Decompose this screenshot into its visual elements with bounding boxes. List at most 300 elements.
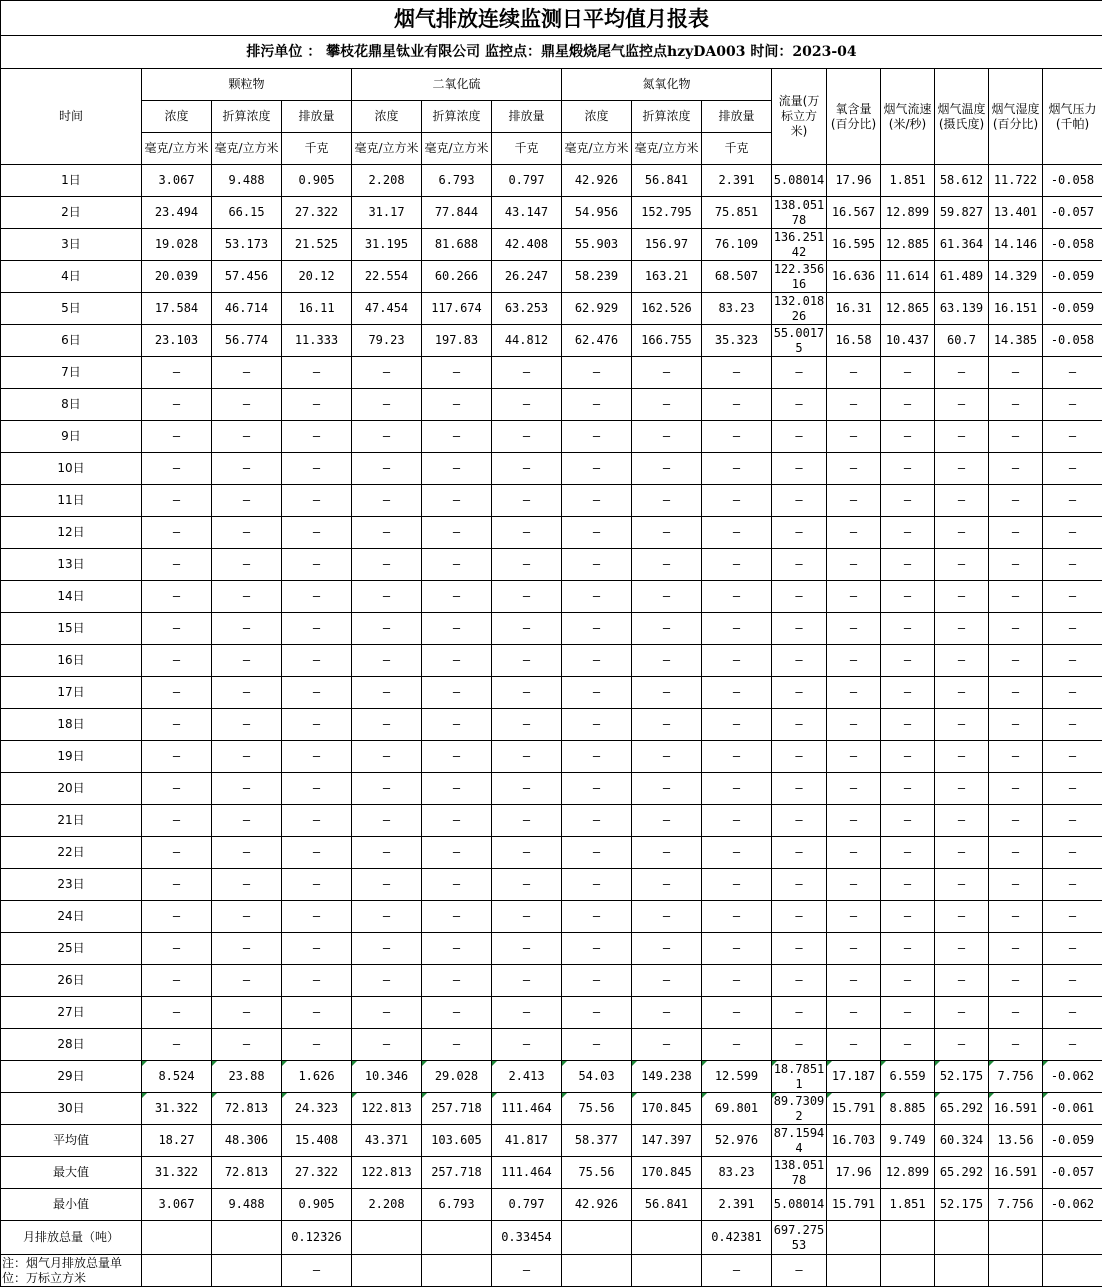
table-cell: – [562,997,632,1029]
table-row [1,549,1102,581]
table-cell: 69.801 [702,1093,772,1125]
table-cell: – [827,549,881,581]
table-cell: – [282,997,352,1029]
header-sub-emission: 排放量 [282,101,352,133]
table-cell: 16.567 [827,197,881,229]
table-cell: – [881,1029,935,1061]
table-cell: – [422,389,492,421]
header-sub-concentration: 浓度 [142,101,212,133]
table-cell: 13.56 [989,1125,1043,1157]
table-cell: – [827,837,881,869]
table-cell: 12.599 [702,1061,772,1093]
table-cell: – [492,1029,562,1061]
table-cell: – [702,677,772,709]
row-label: 10日 [1,453,142,485]
table-cell: – [422,837,492,869]
table-cell: 16.58 [827,325,881,357]
table-cell: 163.21 [632,261,702,293]
table-cell: – [142,677,212,709]
header-sub-concentration: 浓度 [562,101,632,133]
table-cell: – [422,709,492,741]
table-cell: 15.408 [282,1125,352,1157]
table-cell: 2.391 [702,1189,772,1221]
table-cell: – [422,741,492,773]
table-cell: 79.23 [352,325,422,357]
table-cell: – [702,357,772,389]
table-cell: 83.23 [702,1157,772,1189]
table-cell: 12.899 [881,1157,935,1189]
table-cell: – [989,421,1043,453]
table-cell: – [282,965,352,997]
table-cell: – [772,773,827,805]
monthly-total-row [1,1221,1102,1255]
table-cell: – [702,645,772,677]
table-cell [1043,1221,1102,1255]
table-cell: 17.584 [142,293,212,325]
table-cell: – [212,837,282,869]
table-row [1,805,1102,837]
table-cell: 75.56 [562,1157,632,1189]
table-cell: 0.12326 [282,1221,352,1255]
table-cell: – [142,581,212,613]
table-row [1,677,1102,709]
table-cell: 8.885 [881,1093,935,1125]
table-cell: – [989,837,1043,869]
table-cell: – [632,677,702,709]
row-label: 3日 [1,229,142,261]
table-cell: – [212,645,282,677]
table-cell: – [989,741,1043,773]
row-label: 1日 [1,165,142,197]
table-cell: – [422,517,492,549]
table-cell: 11.722 [989,165,1043,197]
table-cell: – [935,677,989,709]
table-cell: 166.755 [632,325,702,357]
table-cell: 5.08014 [772,1189,827,1221]
table-cell: – [702,837,772,869]
row-label: 2日 [1,197,142,229]
table-cell: – [827,741,881,773]
table-cell: 55.00175 [772,325,827,357]
table-cell: – [142,933,212,965]
table-cell: – [935,869,989,901]
table-cell: 54.956 [562,197,632,229]
table-cell [352,1221,422,1255]
table-row [1,421,1102,453]
table-cell: – [562,837,632,869]
table-cell: 68.507 [702,261,772,293]
table-cell: – [989,869,1043,901]
table-cell: – [352,933,422,965]
table-cell: – [422,997,492,1029]
table-cell: – [772,645,827,677]
table-cell: 6.793 [422,165,492,197]
table-cell: – [1043,741,1102,773]
header-unit: 千克 [492,133,562,165]
table-cell: 27.322 [282,197,352,229]
table-row [1,613,1102,645]
row-label: 23日 [1,869,142,901]
table-cell: – [142,837,212,869]
table-cell [562,1255,632,1287]
header-flow: 流量(万标立方米) [772,69,827,165]
table-cell [632,1221,702,1255]
table-cell: – [282,613,352,645]
table-cell: – [1043,421,1102,453]
table-cell: – [212,741,282,773]
table-cell: 23.103 [142,325,212,357]
table-cell: – [935,581,989,613]
table-cell: – [212,581,282,613]
table-cell: – [772,581,827,613]
table-cell: – [422,773,492,805]
table-cell: – [212,357,282,389]
table-cell: – [352,709,422,741]
table-cell: – [1043,1029,1102,1061]
table-cell: – [989,997,1043,1029]
table-cell: 16.591 [989,1093,1043,1125]
table-cell: 111.464 [492,1157,562,1189]
table-cell: 117.674 [422,293,492,325]
row-label: 最小值 [1,1189,142,1221]
table-cell: – [352,421,422,453]
table-cell: – [935,517,989,549]
row-label: 20日 [1,773,142,805]
table-cell: – [827,773,881,805]
table-cell: – [881,389,935,421]
table-cell: – [352,805,422,837]
table-cell: – [632,741,702,773]
header-unit: 千克 [282,133,352,165]
table-cell: 8.524 [142,1061,212,1093]
table-cell: – [827,613,881,645]
table-cell: – [632,805,702,837]
table-cell: – [562,709,632,741]
table-cell: -0.057 [1043,1157,1102,1189]
table-cell: – [989,613,1043,645]
table-cell: – [772,805,827,837]
table-cell: – [935,901,989,933]
table-cell: – [632,773,702,805]
table-cell: – [142,1029,212,1061]
table-cell: – [702,901,772,933]
table-cell: – [632,837,702,869]
table-cell: – [632,645,702,677]
table-cell: 53.173 [212,229,282,261]
table-cell: – [492,357,562,389]
table-row [1,357,1102,389]
table-cell [881,1255,935,1287]
table-cell: – [492,965,562,997]
table-cell: – [1043,965,1102,997]
table-cell: – [142,805,212,837]
table-cell: – [827,965,881,997]
table-cell: – [702,485,772,517]
table-cell: – [935,389,989,421]
row-label: 14日 [1,581,142,613]
table-cell: – [212,453,282,485]
table-cell: – [702,709,772,741]
table-cell: – [989,805,1043,837]
table-cell: – [935,933,989,965]
table-cell: – [282,517,352,549]
table-cell: 57.456 [212,261,282,293]
table-cell: – [702,741,772,773]
table-cell: – [881,581,935,613]
table-cell: 29.028 [422,1061,492,1093]
table-cell: 257.718 [422,1093,492,1125]
table-cell: 56.841 [632,1189,702,1221]
table-cell: – [142,517,212,549]
table-cell: – [989,357,1043,389]
table-cell: -0.062 [1043,1061,1102,1093]
table-cell: – [702,965,772,997]
table-cell: – [989,901,1043,933]
table-cell: – [989,517,1043,549]
table-cell: – [282,1255,352,1287]
table-cell: – [772,709,827,741]
table-cell: – [772,933,827,965]
table-cell: – [562,901,632,933]
table-cell: – [827,581,881,613]
table-cell: – [772,677,827,709]
summary-row [1,1189,1102,1221]
table-cell: – [212,421,282,453]
table-cell: 58.612 [935,165,989,197]
table-cell: 122.813 [352,1157,422,1189]
header-group-so2: 二氧化硫 [352,69,562,101]
table-cell: – [881,805,935,837]
table-cell: – [881,997,935,1029]
table-cell: – [352,997,422,1029]
table-row [1,645,1102,677]
table-cell [422,1221,492,1255]
row-label: 平均值 [1,1125,142,1157]
header-sub-emission: 排放量 [492,101,562,133]
table-row [1,1029,1102,1061]
table-cell: 697.27553 [772,1221,827,1255]
table-cell: 56.774 [212,325,282,357]
header-time: 时间 [1,69,142,165]
table-cell: – [702,389,772,421]
table-row [1,709,1102,741]
table-cell: – [352,389,422,421]
table-cell: – [881,741,935,773]
table-cell: – [989,453,1043,485]
table-cell: – [212,965,282,997]
table-row [1,485,1102,517]
table-cell: – [422,805,492,837]
table-cell: – [881,773,935,805]
table-cell: 12.885 [881,229,935,261]
table-cell: – [142,389,212,421]
table-cell: – [702,869,772,901]
table-cell: – [282,1029,352,1061]
table-cell: – [772,485,827,517]
table-cell: 81.688 [422,229,492,261]
table-cell: – [989,645,1043,677]
table-cell: – [1043,453,1102,485]
table-cell: 22.554 [352,261,422,293]
table-cell: – [989,1029,1043,1061]
table-cell: 12.899 [881,197,935,229]
table-cell [562,1221,632,1255]
table-cell: 7.756 [989,1189,1043,1221]
table-cell: 14.329 [989,261,1043,293]
table-cell: – [142,613,212,645]
table-cell: – [881,357,935,389]
table-cell: 15.791 [827,1189,881,1221]
table-cell: 62.476 [562,325,632,357]
table-cell: – [632,357,702,389]
table-cell: – [422,485,492,517]
table-cell: – [772,389,827,421]
table-cell: – [142,549,212,581]
table-cell: 15.791 [827,1093,881,1125]
table-cell: – [492,869,562,901]
table-cell: – [1043,805,1102,837]
table-cell: 65.292 [935,1157,989,1189]
table-cell: – [422,901,492,933]
table-cell: – [282,773,352,805]
row-label: 19日 [1,741,142,773]
table-cell: – [702,421,772,453]
table-row [1,293,1102,325]
table-cell: – [702,613,772,645]
table-cell: 60.266 [422,261,492,293]
table-cell: 21.525 [282,229,352,261]
table-cell: – [881,549,935,581]
table-cell: – [1043,613,1102,645]
table-cell: – [492,773,562,805]
table-cell: 23.88 [212,1061,282,1093]
table-cell [827,1221,881,1255]
row-label: 9日 [1,421,142,453]
table-cell: – [212,485,282,517]
table-row [1,773,1102,805]
header-unit: 毫克/立方米 [212,133,282,165]
table-cell: – [282,645,352,677]
table-cell: – [212,773,282,805]
table-cell: -0.057 [1043,197,1102,229]
table-row [1,453,1102,485]
table-cell: 2.208 [352,1189,422,1221]
table-cell: – [827,997,881,1029]
table-cell: – [881,453,935,485]
table-cell: – [632,709,702,741]
table-cell: 162.526 [632,293,702,325]
table-cell: – [772,901,827,933]
header-temperature: 烟气温度(摄氏度) [935,69,989,165]
table-cell: – [142,869,212,901]
table-cell: – [702,933,772,965]
table-cell: 83.23 [702,293,772,325]
table-cell: 72.813 [212,1157,282,1189]
table-cell: 62.929 [562,293,632,325]
row-label: 月排放总量（吨） [1,1221,142,1255]
table-cell: – [142,997,212,1029]
table-cell: 16.31 [827,293,881,325]
row-label: 最大值 [1,1157,142,1189]
table-cell: – [352,773,422,805]
table-cell: – [935,837,989,869]
table-cell: – [881,709,935,741]
table-cell [632,1255,702,1287]
table-cell: – [562,805,632,837]
table-cell: 1.851 [881,1189,935,1221]
table-cell: – [702,1255,772,1287]
table-row [1,325,1102,357]
row-label: 24日 [1,901,142,933]
table-cell: 156.97 [632,229,702,261]
table-cell: – [935,1029,989,1061]
table-cell: 27.322 [282,1157,352,1189]
table-cell: – [632,549,702,581]
table-cell: 47.454 [352,293,422,325]
table-cell: – [212,549,282,581]
table-cell: – [212,389,282,421]
table-cell: – [632,485,702,517]
table-cell: – [422,357,492,389]
table-cell: – [352,485,422,517]
table-cell: 10.437 [881,325,935,357]
row-label: 18日 [1,709,142,741]
table-cell: 18.27 [142,1125,212,1157]
table-cell: – [1043,677,1102,709]
table-cell: – [562,933,632,965]
summary-row [1,1125,1102,1157]
table-cell: 16.591 [989,1157,1043,1189]
table-cell: 23.494 [142,197,212,229]
table-cell: – [422,613,492,645]
table-cell: 43.147 [492,197,562,229]
table-cell: 14.146 [989,229,1043,261]
table-cell: 89.73092 [772,1093,827,1125]
table-cell: – [282,677,352,709]
table-cell: – [562,581,632,613]
table-cell: 43.371 [352,1125,422,1157]
table-cell: – [352,901,422,933]
table-cell: – [989,389,1043,421]
row-label: 28日 [1,1029,142,1061]
table-cell: – [827,709,881,741]
table-cell: – [827,677,881,709]
table-cell: 87.15944 [772,1125,827,1157]
table-cell: 103.605 [422,1125,492,1157]
row-label: 5日 [1,293,142,325]
table-cell: – [632,901,702,933]
table-cell: – [632,389,702,421]
table-cell: – [562,357,632,389]
table-row [1,933,1102,965]
table-cell: 197.83 [422,325,492,357]
table-row [1,517,1102,549]
header-velocity: 烟气流速(米/秒) [881,69,935,165]
table-cell: – [935,357,989,389]
table-cell: – [935,485,989,517]
table-cell: 18.78511 [772,1061,827,1093]
table-cell: – [989,485,1043,517]
table-cell: – [562,741,632,773]
table-cell: 75.851 [702,197,772,229]
table-cell: 122.35616 [772,261,827,293]
table-cell: – [935,805,989,837]
table-cell: 170.845 [632,1157,702,1189]
table-cell: 1.851 [881,165,935,197]
table-cell: – [989,677,1043,709]
table-row [1,197,1102,229]
table-cell: – [935,645,989,677]
